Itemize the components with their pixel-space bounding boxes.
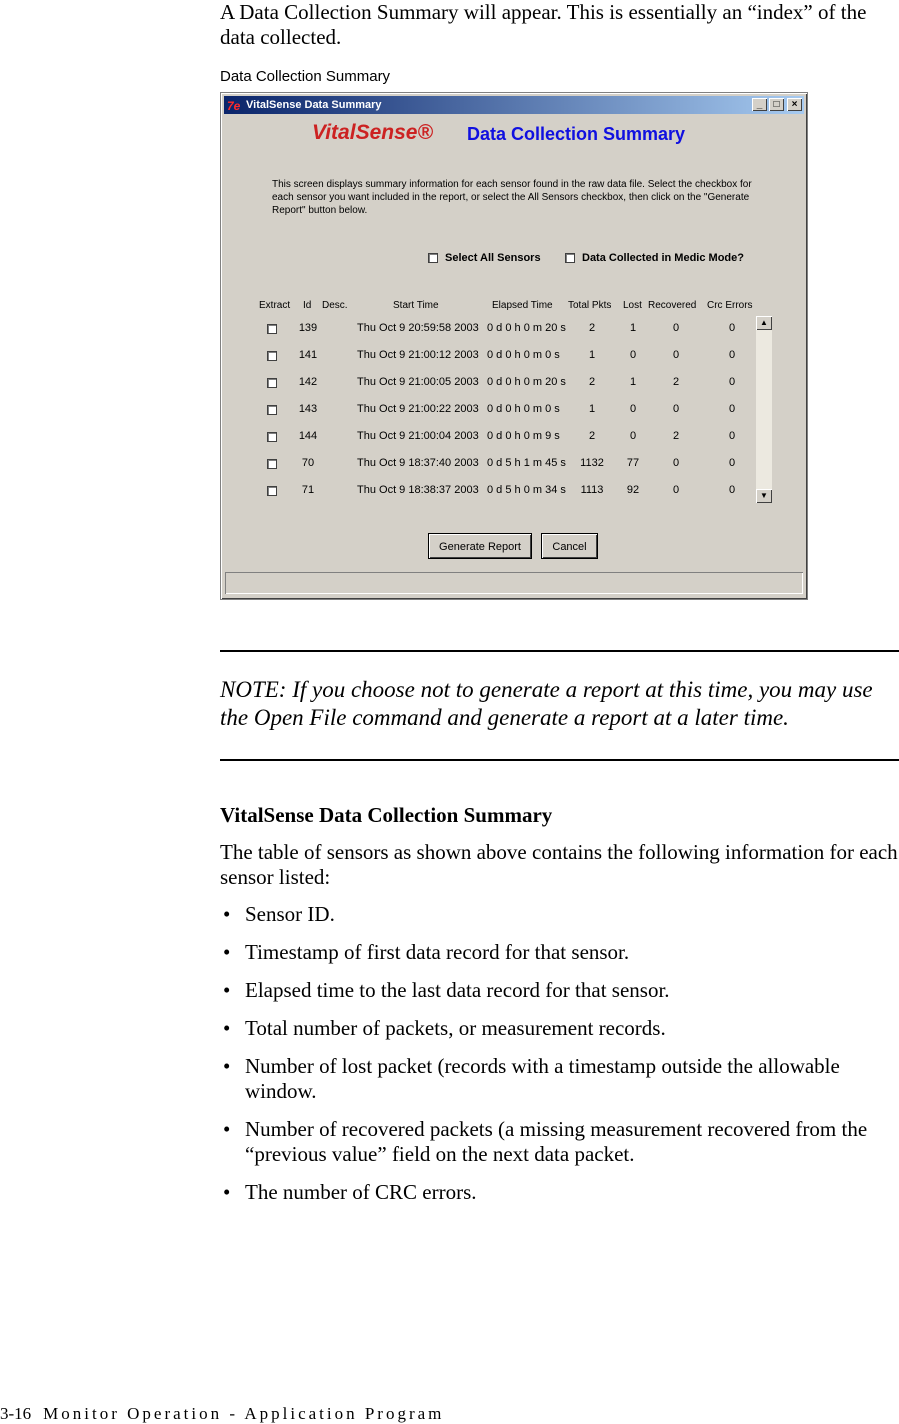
col-lost: Lost [623,300,642,311]
cell-lost: 77 [626,457,640,469]
title-bar[interactable] [224,96,804,114]
table-row [221,376,781,403]
intro-text: A Data Collection Summary will appear. This is essentially an “index” of the data collected. [220,0,867,49]
cell-lost: 0 [629,430,637,442]
scroll-up-icon[interactable]: ▲ [756,316,772,330]
cell-recovered: 2 [672,376,680,388]
summary-description: This screen displays summary information for each sensor found in the raw data file. Select the checkbox for each sensor you want included in the report, or select the All Sensors checkbox, then click on the "Generate Report" button below. [272,179,752,216]
extract-checkbox[interactable] [267,486,277,496]
table-row [221,403,781,430]
brand-name: VitalSense® [312,121,433,144]
medic-mode-checkbox[interactable] [565,253,575,263]
cell-lost: 1 [629,322,637,334]
list-item: • Total number of packets, or measurement records. [220,1016,899,1041]
cell-id: 142 [298,376,318,388]
cell-start-time: Thu Oct 9 20:59:58 2003 [357,322,479,334]
select-all-label: Select All Sensors [445,252,541,264]
section-intro: The table of sensors as shown above contains the following information for each sensor listed: [220,840,898,889]
select-all-checkbox[interactable] [428,253,438,263]
list-item: • The number of CRC errors. [220,1180,899,1205]
cell-total: 2 [588,376,596,388]
extract-checkbox[interactable] [267,351,277,361]
note-text: NOTE: If you choose not to generate a report at this time, you may use the Open File command and generate a report at a later time. [220,677,873,730]
cell-recovered: 0 [672,322,680,334]
cell-total: 2 [588,322,596,334]
summary-heading: Data Collection Summary [467,124,686,144]
cancel-button[interactable]: Cancel [541,533,598,559]
list-item: • Number of lost packet (records with a timestamp outside the allowable window. [220,1054,899,1104]
cell-elapsed: 0 d 0 h 0 m 20 s [487,376,566,388]
cell-recovered: 0 [672,484,680,496]
cell-id: 71 [301,484,315,496]
cell-lost: 1 [629,376,637,388]
cell-total: 2 [588,430,596,442]
cell-id: 139 [298,322,318,334]
cell-total: 1113 [580,484,604,496]
col-recovered: Recovered [648,300,697,311]
table-row [221,457,781,484]
page-footer [0,1404,444,1424]
cell-recovered: 0 [672,403,680,415]
cell-lost: 92 [626,484,640,496]
cell-lost: 0 [629,403,637,415]
app-logo-icon: 7e [227,99,241,113]
cell-start-time: Thu Oct 9 21:00:05 2003 [357,376,479,388]
cell-elapsed: 0 d 5 h 0 m 34 s [487,484,566,496]
col-id: Id [303,300,312,311]
cell-start-time: Thu Oct 9 21:00:12 2003 [357,349,479,361]
medic-mode-option[interactable] [565,252,744,264]
cell-crc: 0 [728,457,736,469]
cell-lost: 0 [629,349,637,361]
data-summary-window [220,92,808,600]
cell-elapsed: 0 d 0 h 0 m 20 s [487,322,566,334]
table-row [221,484,781,511]
table-row [221,322,781,349]
extract-checkbox[interactable] [267,378,277,388]
table-row [221,349,781,376]
cell-crc: 0 [728,484,736,496]
col-total-pkts: Total Pkts [568,300,612,311]
note-bottom-rule [220,759,899,761]
cell-id: 144 [298,430,318,442]
cell-elapsed: 0 d 0 h 0 m 0 s [487,349,560,361]
cell-id: 70 [301,457,315,469]
cell-elapsed: 0 d 5 h 1 m 45 s [487,457,566,469]
cell-total: 1132 [580,457,604,469]
minimize-icon[interactable]: _ [752,98,767,111]
col-elapsed-time: Elapsed Time [492,300,553,311]
info-list [220,902,899,1218]
select-all-option[interactable] [428,252,541,264]
cell-recovered: 0 [672,349,680,361]
cell-crc: 0 [728,322,736,334]
page-number: 3-16 [0,1404,32,1423]
cell-total: 1 [588,349,596,361]
cell-start-time: Thu Oct 9 21:00:22 2003 [357,403,479,415]
extract-checkbox[interactable] [267,459,277,469]
medic-mode-label: Data Collected in Medic Mode? [582,252,744,264]
list-item: • Number of recovered packets (a missing measurement recovered from the “previous value” field on the next data packet. [220,1117,899,1167]
cell-crc: 0 [728,403,736,415]
list-item: • Timestamp of first data record for that sensor. [220,940,899,965]
extract-checkbox[interactable] [267,324,277,334]
close-icon[interactable]: × [787,98,802,111]
extract-checkbox[interactable] [267,432,277,442]
figure-caption: Data Collection Summary [220,68,391,85]
list-item: • Sensor ID. [220,902,899,927]
scroll-down-icon[interactable]: ▼ [756,489,772,503]
col-start-time: Start Time [393,300,439,311]
col-extract: Extract [259,300,291,311]
generate-report-button[interactable]: Generate Report [428,533,532,559]
col-crc-errors: Crc Errors [707,300,753,311]
list-item: • Elapsed time to the last data record for that sensor. [220,978,899,1003]
cell-id: 141 [298,349,318,361]
status-bar [225,572,803,594]
col-desc: Desc. [322,300,348,311]
cell-crc: 0 [728,349,736,361]
cell-start-time: Thu Oct 9 18:38:37 2003 [357,484,479,496]
table-row [221,430,781,457]
table-scrollbar[interactable] [756,316,772,503]
window-title: VitalSense Data Summary [246,99,382,111]
maximize-icon[interactable]: □ [769,98,784,111]
cell-recovered: 0 [672,457,680,469]
cell-recovered: 2 [672,430,680,442]
cell-crc: 0 [728,430,736,442]
extract-checkbox[interactable] [267,405,277,415]
cell-total: 1 [588,403,596,415]
cell-elapsed: 0 d 0 h 0 m 9 s [487,430,560,442]
cell-start-time: Thu Oct 9 21:00:04 2003 [357,430,479,442]
cell-start-time: Thu Oct 9 18:37:40 2003 [357,457,479,469]
running-title: Monitor Operation - Application Program [43,1404,445,1423]
section-heading: VitalSense Data Collection Summary [220,803,553,827]
cell-elapsed: 0 d 0 h 0 m 0 s [487,403,560,415]
cell-crc: 0 [728,376,736,388]
cell-id: 143 [298,403,318,415]
note-top-rule [220,650,899,652]
